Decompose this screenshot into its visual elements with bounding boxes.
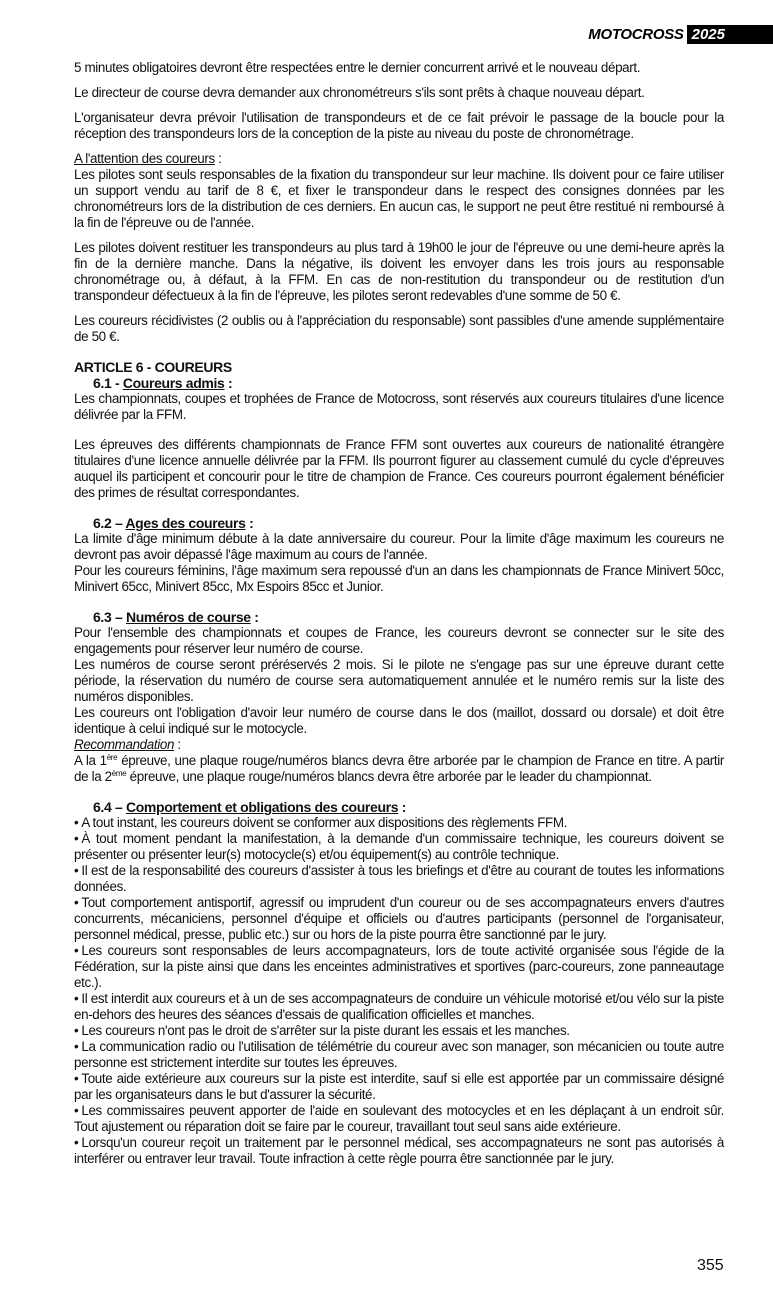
section-suffix: : xyxy=(245,515,254,531)
section-suffix: : xyxy=(250,609,259,625)
list-item xyxy=(74,1071,724,1103)
list-item-text: Les coureurs sont responsables de leurs accompagnateurs, lors de toute activité organisée sous l'égide de la Fédération, sur la piste ainsi que dans les enceintes administratives et sportives (parc-coureurs, zone panneautage etc.). xyxy=(74,943,724,990)
intro-paragraph-3: L'organisateur devra prévoir l'utilisation de transpondeurs et de ce fait prévoir le passage de la boucle pour la réception des transpondeurs lors de la conception de la piste au niveau du poste de chronométrage. xyxy=(74,110,724,141)
list-item-text: Tout comportement antisportif, agressif ou imprudent d'un coureur ou de ses accompagnateurs envers d'autres concurrents, mécaniciens, personnel d'équipe et officiels ou d'autres participants (personnel de l'organisateur, personnel médical, presse, public etc.) sur ou hors de la piste pourra être sanctionné par le jury. xyxy=(74,895,724,942)
list-item-text: Il est de la responsabilité des coureurs d'assister à tous les briefings et d'être au courant de toutes les informations données. xyxy=(74,863,724,894)
list-item-text: Il est interdit aux coureurs et à un de ses accompagnateurs de conduire un véhicule motorisé et/ou vélo sur la piste en-dehors des heures des séances d'essais de qualification officielles et manches. xyxy=(74,991,724,1022)
list-item-text: Toute aide extérieure aux coureurs sur la piste est interdite, sauf si elle est apportée par un commissaire désigné par les organisateurs dans le but d'assurer la sécurité. xyxy=(74,1071,724,1102)
section-number: 6.1 - xyxy=(93,375,123,391)
bullet-icon: • xyxy=(74,863,79,878)
bullet-icon: • xyxy=(74,1103,79,1118)
section-6-2-paragraph-1: La limite d'âge minimum débute à la date anniversaire du coureur. Pour la limite d'âge maximum les coureurs ne devront pas avoir dépassé l'âge maximum au cours de l'année. xyxy=(74,531,724,562)
section-number: 6.4 – xyxy=(93,799,126,815)
bullet-icon: • xyxy=(74,831,79,846)
section-suffix: : xyxy=(398,799,407,815)
list-item-text: Lorsqu'un coureur reçoit un traitement par le personnel médical, ses accompagnateurs ne sont pas autorisés à interférer ou entraver leur travail. Toute infraction à cette règle pourra être sanctionnée par le jury. xyxy=(74,1135,724,1166)
section-6-2-paragraph-2: Pour les coureurs féminins, l'âge maximum sera repoussé d'un an dans les championnats de France Minivert 50cc, Minivert 65cc, Minivert 85cc, Mx Espoirs 85cc et Junior. xyxy=(74,563,724,594)
section-6-4-heading xyxy=(74,799,724,815)
intro-paragraph-4: Les pilotes sont seuls responsables de la fixation du transpondeur sur leur machine. Ils doivent pour ce faire utiliser un support vendu au tarif de 8 €, et fixer le transpondeur dans le respect des consignes données par les chronométreurs lors de la distribution de ces derniers. En aucun cas, le support ne peut être restitué ni remboursé à la fin de l'épreuve ou de l'année. xyxy=(74,167,724,230)
article-title: ARTICLE 6 - COUREURS xyxy=(74,359,232,375)
section-6-1-heading xyxy=(74,375,724,391)
section-label: Numéros de course xyxy=(125,609,251,625)
document-body xyxy=(74,60,724,1167)
bullet-icon: • xyxy=(74,1039,79,1054)
header-year: 2025 xyxy=(687,25,773,44)
bullet-icon: • xyxy=(74,815,79,830)
attention-label: A l'attention des coureurs xyxy=(74,151,215,166)
intro-paragraph-5: Les pilotes doivent restituer les transpondeurs au plus tard à 19h00 le jour de l'épreuve ou une demi-heure après la fin de la dernière manche. Dans la négative, ils doivent les envoyer dans les trois jours au responsable chronométrage ou, à défaut, à la FFM. En cas de non-restitution du transpondeur ou de restitution d'un transpondeur défectueux à la fin de l'épreuve, les pilotes seront redevables d'une somme de 50 €. xyxy=(74,240,724,303)
bullet-icon: • xyxy=(74,1023,79,1038)
list-item-text: Les coureurs n'ont pas le droit de s'arrêter sur la piste durant les essais et les manches. xyxy=(81,1023,570,1038)
section-label: Coureurs admis xyxy=(122,375,225,391)
page-number: 355 xyxy=(697,1257,724,1274)
section-6-2-heading xyxy=(74,515,724,531)
page-header xyxy=(588,24,773,44)
bullet-icon: • xyxy=(74,1135,79,1150)
intro-paragraph-2: Le directeur de course devra demander aux chronométreurs s'ils sont prêts à chaque nouveau départ. xyxy=(74,85,645,100)
recommendation-text xyxy=(74,753,724,785)
bullet-icon: • xyxy=(74,991,79,1006)
list-item xyxy=(74,1039,724,1071)
list-item-text: Les commissaires peuvent apporter de l'aide en soulevant des motocycles et en les déplaçant à un endroit sûr. Tout ajustement ou réparation doit se faire par le coureur, travaillant tout seul sans aide extérieure. xyxy=(74,1103,724,1134)
section-6-1-paragraph-1: Les championnats, coupes et trophées de France de Motocross, sont réservés aux coureurs titulaires d'une licence délivrée par la FFM. xyxy=(74,391,724,422)
section-suffix: : xyxy=(224,375,233,391)
list-item-text: À tout moment pendant la manifestation, à la demande d'un commissaire technique, les coureurs doivent se présenter ou présenter leur(s) motocycle(s) et/ou équipement(s) au contrôle technique. xyxy=(74,831,724,862)
ordinal-superscript: ème xyxy=(111,769,127,778)
section-6-1-paragraph-2: Les épreuves des différents championnats de France FFM sont ouvertes aux coureurs de nationalité étrangère titulaires d'une licence annuelle délivrée par la FFM. Ils pourront figurer au classement cumulé du cycle d'épreuves auquel ils participent et concourir pour le titre de champion de France. Ces coureurs pourront également bénéficier des primes de résultat correspondantes. xyxy=(74,437,724,500)
attention-heading xyxy=(74,151,724,167)
list-item xyxy=(74,1023,724,1039)
obligations-list xyxy=(74,815,724,1167)
section-label: Ages des coureurs xyxy=(125,515,246,531)
bullet-icon: • xyxy=(74,895,79,910)
list-item xyxy=(74,895,724,943)
recommendation-label: Recommandation xyxy=(74,737,175,752)
list-item-text: A tout instant, les coureurs doivent se conformer aux dispositions des règlements FFM. xyxy=(81,815,568,830)
section-label: Comportement et obligations des coureurs xyxy=(125,799,399,815)
list-item xyxy=(74,943,724,991)
list-item xyxy=(74,1103,724,1135)
list-item xyxy=(74,991,724,1023)
list-item xyxy=(74,1135,724,1167)
section-6-3-paragraph-2: Les numéros de course seront préréservés 2 mois. Si le pilote ne s'engage pas sur une épreuve durant cette période, la réservation du numéro de course sera automatiquement annulée et le numéro remis sur la liste des numéros disponibles. xyxy=(74,657,724,704)
list-item xyxy=(74,815,724,831)
section-number: 6.2 – xyxy=(93,515,126,531)
attention-colon: : xyxy=(214,151,222,166)
list-item-text: La communication radio ou l'utilisation de télémétrie du coureur avec son manager, son mécanicien ou toute autre personne est strictement interdite sur toutes les épreuves. xyxy=(74,1039,724,1070)
section-6-3-heading xyxy=(74,609,724,625)
recommendation-heading xyxy=(74,737,724,753)
bullet-icon: • xyxy=(74,943,79,958)
intro-paragraph-6: Les coureurs récidivistes (2 oublis ou à l'appréciation du responsable) sont passibles d'une amende supplémentaire de 50 €. xyxy=(74,313,724,344)
recommendation-part-3: épreuve, une plaque rouge/numéros blancs devra être arborée par le leader du championnat. xyxy=(126,769,652,784)
header-title: MOTOCROSS xyxy=(588,25,684,43)
recommendation-part-2: épreuve, une plaque rouge/numéros blancs devra être arborée par le champion de France en titre. A partir de la 2 xyxy=(74,753,725,784)
bullet-icon: • xyxy=(74,1071,79,1086)
section-6-3-paragraph-3: Les coureurs ont l'obligation d'avoir leur numéro de course dans le dos (maillot, dossard ou dorsale) et doit être identique à celui indiqué sur le motocycle. xyxy=(74,705,724,736)
section-6-3-paragraph-1: Pour l'ensemble des championnats et coupes de France, les coureurs devront se connecter sur le site des engagements pour réserver leur numéro de course. xyxy=(74,625,724,656)
section-number: 6.3 – xyxy=(93,609,126,625)
list-item xyxy=(74,831,724,863)
list-item xyxy=(74,863,724,895)
recommendation-colon: : xyxy=(174,737,181,752)
recommendation-part-1: A la 1 xyxy=(74,753,107,768)
ordinal-superscript: ère xyxy=(106,753,118,762)
intro-paragraph-1: 5 minutes obligatoires devront être respectées entre le dernier concurrent arrivé et le nouveau départ. xyxy=(74,60,641,75)
